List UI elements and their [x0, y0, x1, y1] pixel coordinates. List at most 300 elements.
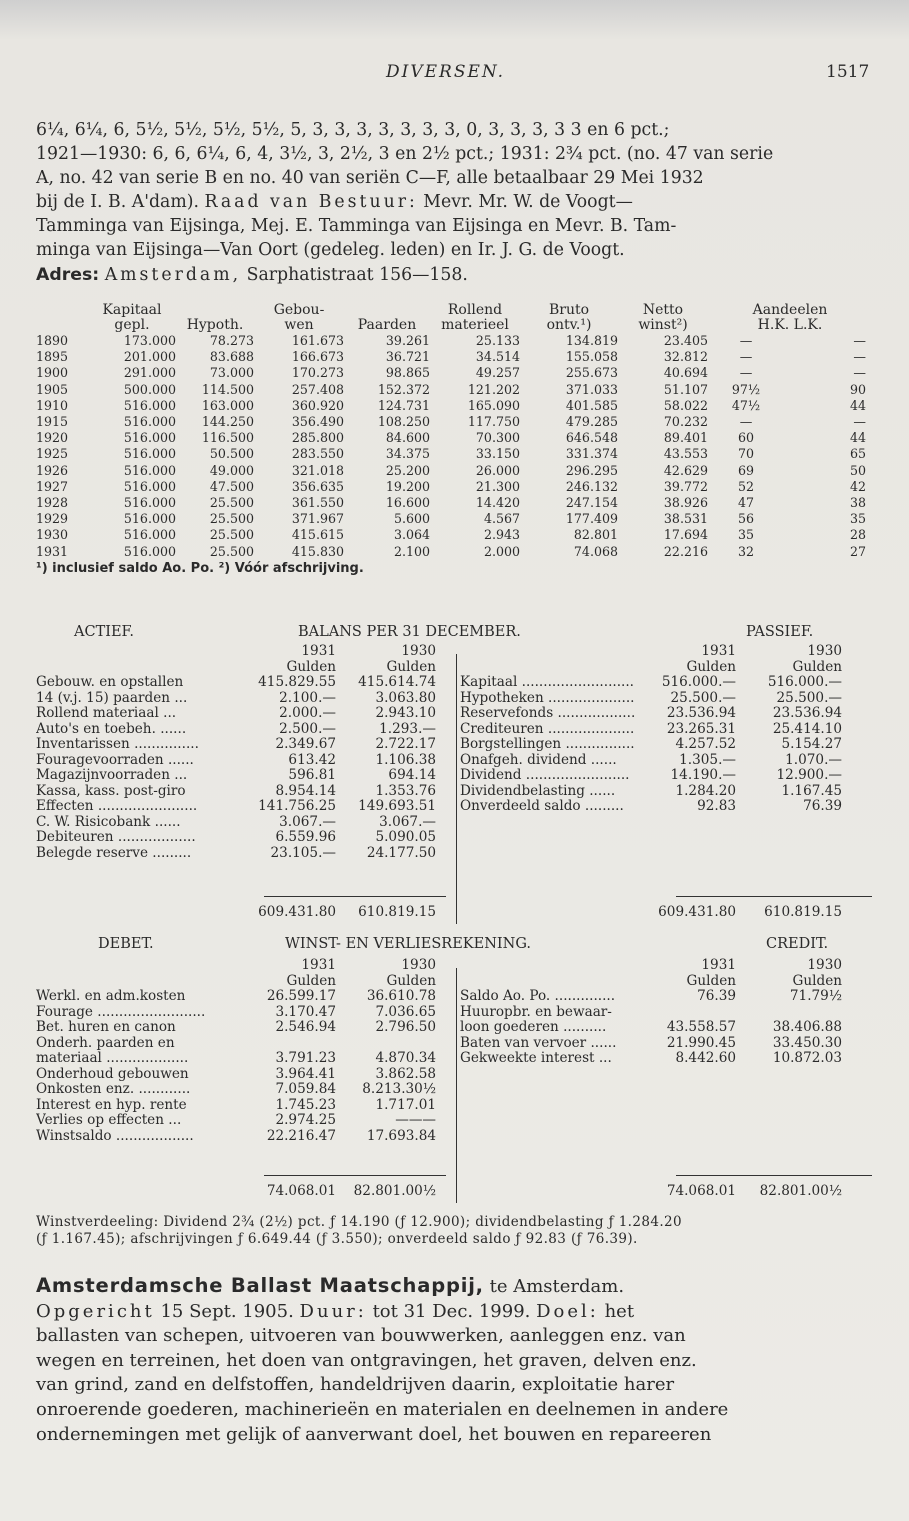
value-previous-year: 3.063.80	[375, 689, 436, 706]
table-cell: 50	[849, 462, 867, 478]
column-header: Gebou-	[273, 302, 325, 318]
row-label: Onderh. paarden en	[36, 1035, 175, 1051]
doel-value: het	[604, 1300, 635, 1322]
value-current-year: 26.599.17	[266, 988, 336, 1004]
table-cell: —	[739, 333, 753, 348]
value-current-year: 2.500.—	[279, 720, 336, 737]
row-label: Onafgeh. dividend ......	[460, 752, 617, 768]
column-header: Hypoth.	[186, 317, 244, 333]
value-current-year: 1.284.20	[675, 782, 736, 799]
value-current-year: 3.964.41	[275, 1065, 336, 1082]
table-cell: 371.967	[291, 511, 344, 527]
table-cell: 134.819	[565, 333, 618, 348]
table-cell: 247.154	[565, 495, 618, 511]
table-cell: 51.107	[663, 381, 708, 397]
table-cell: 516.000	[123, 511, 176, 527]
table-cell: 25.500	[209, 527, 254, 543]
address-line	[36, 263, 870, 287]
table-cell: 285.800	[291, 430, 344, 446]
intro-text: bij de I. B. A'dam).	[36, 192, 199, 213]
winst-title: WINST- EN VERLIESREKENING.	[285, 936, 531, 952]
value-current-year: 1.745.23	[275, 1096, 336, 1113]
table-cell: 108.250	[377, 414, 430, 430]
row-label: Onderhoud gebouwen	[36, 1066, 189, 1082]
value-current-year: 4.257.52	[675, 736, 736, 752]
table-cell: 291.000	[123, 365, 176, 381]
intro-line: 6¼, 6¼, 6, 5½, 5½, 5½, 5½, 5, 3, 3, 3, 3, 3, 3, 3, 0, 3, 3, 3, 3 3 en 6 pct.;	[36, 120, 670, 140]
value-previous-year: 36.610.78	[366, 988, 436, 1004]
column-header: Netto	[642, 302, 684, 318]
address-street: Sarphatistraat 156—158.	[246, 264, 468, 285]
column-header	[344, 303, 430, 318]
company-line: ballasten van schepen, uitvoeren van bouwwerken, aanleggen enz. van	[36, 1325, 686, 1347]
table-cell: 356.635	[291, 478, 344, 494]
total-value: 609.431.80	[258, 904, 336, 920]
total-rule	[676, 896, 872, 897]
debet-title: DEBET.	[98, 936, 154, 952]
table-cell: 166.673	[291, 349, 344, 365]
value-current-year: 613.42	[288, 751, 336, 768]
column-header: Gulden	[792, 972, 842, 989]
value-current-year: 2.100.—	[279, 689, 336, 706]
column-header: Gulden	[686, 972, 736, 989]
table-cell: 1931	[36, 543, 69, 559]
value-current-year: 2.546.94	[275, 1019, 336, 1035]
table-row	[36, 398, 872, 414]
passief-title: PASSIEF.	[746, 624, 814, 640]
value-current-year: 2.974.25	[275, 1112, 336, 1128]
balans-statement	[36, 644, 876, 924]
table-cell: 177.409	[565, 511, 618, 527]
row-label: Gebouw. en opstallen	[36, 675, 184, 690]
value-previous-year: 2.943.10	[375, 705, 436, 721]
value-current-year: 2.000.—	[279, 705, 336, 721]
winstverdeeling-line: (ƒ 1.167.45); afschrijvingen ƒ 6.649.44 (ƒ 3.550); onverdeeld saldo ƒ 92.83 (ƒ 76.39).	[36, 1231, 638, 1247]
value-previous-year: 415.614.74	[358, 674, 436, 690]
table-cell: 47½	[731, 397, 761, 413]
company-location: te Amsterdam.	[489, 1276, 625, 1297]
table-cell: 371.033	[565, 381, 618, 397]
value-previous-year: 10.872.03	[772, 1050, 842, 1066]
total-value: 82.801.00½	[353, 1183, 436, 1199]
table-cell: 73.000	[209, 365, 254, 381]
value-previous-year: 5.090.05	[375, 829, 436, 845]
value-previous-year: 4.870.34	[375, 1050, 436, 1066]
intro-line: A, no. 42 van serie B en no. 40 van seriën C—F, alle betaalbaar 29 Mei 1932	[36, 168, 704, 189]
table-cell: 34.514	[475, 349, 520, 365]
table-row	[36, 463, 872, 479]
table-cell: 1926	[36, 462, 69, 478]
table-cell: 89.401	[663, 430, 708, 446]
row-label: 14 (v.j. 15) paarden ...	[36, 690, 188, 706]
table-row	[36, 382, 872, 398]
column-header: wen	[284, 317, 314, 333]
table-cell: 173.000	[123, 333, 176, 348]
value-previous-year: 2.722.17	[375, 736, 436, 752]
table-cell: 83.688	[209, 349, 254, 365]
column-header: Paarden	[357, 317, 417, 333]
company-line: onroerende goederen, machinerieën en materialen en deelnemen in andere	[36, 1398, 729, 1420]
value-current-year: 596.81	[288, 767, 336, 783]
actief-title: ACTIEF.	[74, 624, 134, 640]
table-cell: 331.374	[565, 446, 618, 462]
table-cell: 321.018	[291, 462, 344, 478]
winstverdeeling	[36, 1214, 876, 1248]
intro-paragraph	[36, 118, 870, 287]
value-current-year: 7.059.84	[275, 1081, 336, 1097]
table-cell: 70.300	[475, 430, 520, 446]
table-cell: 415.830	[291, 543, 344, 559]
value-previous-year: 5.154.27	[781, 736, 842, 752]
table-cell: 27	[849, 543, 867, 559]
table-cell: 1929	[36, 511, 69, 527]
value-previous-year: 76.39	[803, 798, 842, 814]
row-label: Fouragevoorraden ......	[36, 752, 194, 768]
row-label: Werkl. en adm.kosten	[36, 989, 186, 1004]
table-cell: 2.000	[483, 543, 520, 559]
table-cell: 1890	[36, 333, 69, 348]
table-cell: 39.772	[663, 478, 708, 494]
value-previous-year: 23.536.94	[772, 705, 842, 721]
row-label: Effecten .......................	[36, 799, 198, 814]
column-header: Gulden	[386, 658, 436, 675]
address-label: Adres:	[36, 264, 100, 285]
table-cell: 116.500	[201, 430, 254, 446]
row-label: Dividendbelasting ......	[460, 783, 616, 799]
row-label: materiaal ...................	[36, 1051, 189, 1066]
table-cell: 500.000	[123, 381, 176, 397]
value-current-year: 14.190.—	[670, 767, 736, 783]
company-line: ondernemingen met gelijk of aanverwant doel, het bouwen en repareeren	[36, 1423, 712, 1445]
row-label: Kassa, kass. post-giro	[36, 783, 186, 799]
table-cell: 161.673	[291, 333, 344, 348]
total-value: 74.068.01	[666, 1183, 736, 1199]
row-label: Magazijnvoorraden ...	[36, 768, 188, 783]
duur-value: tot 31 Dec. 1999.	[372, 1300, 531, 1322]
table-cell: 90	[849, 381, 867, 397]
table-cell: 201.000	[123, 349, 176, 365]
column-header: 1930	[401, 643, 436, 659]
intro-text: Mevr. Mr. W. de Voogt—	[423, 192, 633, 213]
table-cell: 25.200	[385, 462, 430, 478]
table-cell: 42	[849, 478, 867, 494]
column-header: ontv.¹)	[546, 317, 592, 333]
table-cell: 35	[737, 527, 755, 543]
column-header: 1931	[701, 643, 736, 659]
table-cell: 1895	[36, 349, 69, 365]
opgericht-value: 15 Sept. 1905.	[160, 1300, 294, 1322]
table-cell: 39.261	[385, 333, 430, 348]
value-previous-year: 694.14	[388, 767, 436, 783]
value-current-year: 43.558.57	[666, 1019, 736, 1035]
table-cell: 43.553	[663, 446, 708, 462]
raad-van-bestuur-label: Raad van Bestuur:	[204, 192, 418, 213]
table-cell: 296.295	[565, 462, 618, 478]
row-label: Onverdeeld saldo .........	[460, 799, 624, 814]
table-cell: 44	[849, 397, 867, 413]
total-value: 74.068.01	[266, 1183, 336, 1199]
table-cell: 50.500	[209, 446, 254, 462]
row-label: Auto's en toebeh. ......	[36, 721, 187, 737]
value-previous-year: 1.353.76	[375, 782, 436, 799]
table-cell: —	[853, 349, 867, 365]
value-previous-year: 1.106.38	[375, 751, 436, 768]
value-previous-year: 1.293.—	[379, 720, 436, 737]
table-cell: 60	[737, 430, 755, 446]
table-cell: 28	[849, 527, 867, 543]
value-previous-year: 17.693.84	[366, 1127, 436, 1144]
table-row	[36, 511, 872, 527]
value-previous-year: 1.717.01	[375, 1096, 436, 1113]
column-header: 1930	[807, 957, 842, 973]
column-header: H.K. L.K.	[757, 317, 823, 333]
table-cell: 2.943	[483, 527, 520, 543]
table-row	[36, 527, 872, 543]
section-title: DIVERSEN.	[386, 62, 506, 82]
table-cell: 56	[737, 511, 755, 527]
column-header: Rollend	[447, 302, 503, 318]
value-previous-year: 33.450.30	[772, 1034, 842, 1051]
table-cell: 170.273	[291, 365, 344, 381]
table-row	[36, 414, 872, 430]
table-cell: 47	[737, 495, 755, 511]
table-cell: 1915	[36, 414, 69, 430]
column-header: Gulden	[386, 972, 436, 989]
value-current-year: 25.500.—	[670, 689, 736, 706]
doel-label: Doel:	[536, 1300, 599, 1322]
row-label: Gekweekte interest ...	[460, 1051, 612, 1066]
table-cell: 82.801	[573, 527, 618, 543]
table-cell: 1920	[36, 430, 69, 446]
table-cell: 19.200	[385, 478, 430, 494]
column-header: Aandeelen	[752, 302, 828, 318]
credit-title: CREDIT.	[766, 936, 829, 952]
row-label: Dividend ........................	[460, 768, 630, 783]
total-value: 609.431.80	[658, 904, 736, 920]
intro-line: minga van Eijsinga—Van Oort (gedeleg. leden) en Ir. J. G. de Voogt.	[36, 240, 625, 261]
table-cell: 3.064	[393, 527, 430, 543]
table-cell: 44	[849, 430, 867, 446]
row-label: Winstsaldo ..................	[36, 1128, 194, 1144]
intro-line: 1921—1930: 6, 6, 6¼, 6, 4, 3½, 3, 2½, 3 en 2½ pct.; 1931: 2¾ pct. (no. 47 van serie	[36, 144, 774, 165]
table-cell: 84.600	[385, 430, 430, 446]
table-cell: 1930	[36, 527, 69, 543]
table-cell: 5.600	[393, 511, 430, 527]
value-previous-year: 2.796.50	[375, 1019, 436, 1035]
value-current-year: 3.170.47	[275, 1003, 336, 1020]
row-label: Reservefonds ..................	[460, 706, 636, 721]
table-cell: 361.550	[291, 495, 344, 511]
table-cell: 42.629	[663, 462, 708, 478]
table-row	[36, 544, 872, 560]
opgericht-label: Opgericht	[36, 1300, 155, 1322]
value-current-year: 1.305.—	[679, 751, 736, 768]
table-cell: 516.000	[123, 495, 176, 511]
row-label: Verlies op effecten ...	[36, 1113, 182, 1128]
column-header: Gulden	[686, 658, 736, 675]
column-header: Gulden	[286, 972, 336, 989]
table-cell: 144.250	[201, 414, 254, 430]
value-current-year: 3.067.—	[279, 813, 336, 830]
value-previous-year: 1.167.45	[781, 782, 842, 799]
table-cell: 1910	[36, 397, 69, 413]
row-label: C. W. Risicobank ......	[36, 814, 181, 830]
table-cell: 33.150	[475, 446, 520, 462]
column-header	[36, 318, 88, 333]
value-previous-year: 149.693.51	[358, 798, 436, 814]
column-header: 1931	[701, 957, 736, 973]
history-footnote: ¹) inclusief saldo Ao. Po. ²) Vóór afschrijving.	[36, 560, 364, 576]
history-table	[36, 303, 876, 576]
total-rule	[264, 1175, 446, 1176]
table-cell: 65	[849, 446, 867, 462]
table-cell: 16.600	[385, 495, 430, 511]
table-cell: 114.500	[201, 381, 254, 397]
row-label: Huuropbr. en bewaar-	[460, 1004, 612, 1020]
value-current-year: 23.265.31	[666, 720, 736, 737]
value-previous-year: 71.79½	[789, 988, 842, 1004]
value-previous-year: 3.067.—	[379, 813, 436, 830]
total-value: 610.819.15	[764, 904, 842, 920]
table-row	[36, 430, 872, 446]
balans-title: BALANS PER 31 DECEMBER.	[298, 624, 521, 640]
table-cell: 124.731	[377, 397, 430, 413]
table-cell: 74.068	[573, 543, 618, 559]
value-current-year: 141.756.25	[258, 798, 336, 814]
table-cell: 516.000	[123, 478, 176, 494]
total-rule	[676, 1175, 872, 1176]
value-previous-year: 8.213.30½	[362, 1081, 436, 1097]
table-cell: 1905	[36, 381, 69, 397]
value-current-year: 92.83	[697, 798, 736, 814]
table-cell: 516.000	[123, 397, 176, 413]
value-current-year: 21.990.45	[666, 1034, 736, 1051]
table-cell: 516.000	[123, 527, 176, 543]
value-current-year: 2.349.67	[275, 736, 336, 752]
balans-heading	[36, 624, 876, 644]
table-cell: 32	[737, 543, 755, 559]
value-current-year: 8.442.60	[675, 1050, 736, 1066]
table-cell: 98.865	[385, 365, 430, 381]
table-row	[36, 365, 872, 381]
address-city: Amsterdam,	[104, 264, 242, 285]
row-label: loon goederen ..........	[460, 1020, 607, 1035]
table-cell: 1928	[36, 495, 69, 511]
row-label: Crediteuren ....................	[460, 721, 635, 737]
table-cell: 36.721	[385, 349, 430, 365]
company-line	[36, 1300, 870, 1325]
table-cell: —	[853, 365, 867, 381]
total-value: 610.819.15	[358, 904, 436, 920]
table-cell: 646.548	[565, 430, 618, 446]
company-name: Amsterdamsche Ballast Maatschappij,	[36, 1274, 484, 1297]
value-previous-year: 25.500.—	[776, 689, 842, 706]
table-cell: 49.000	[209, 462, 254, 478]
row-label: Rollend materiaal ...	[36, 706, 177, 721]
value-previous-year: ———	[395, 1112, 436, 1128]
column-header: 1931	[301, 643, 336, 659]
column-header: 1931	[301, 957, 336, 973]
table-cell: 255.673	[565, 365, 618, 381]
table-cell: 58.022	[663, 397, 708, 413]
table-cell: 38.926	[663, 495, 708, 511]
value-previous-year: 24.177.50	[366, 844, 436, 861]
table-cell: 4.567	[483, 511, 520, 527]
row-label: Borgstellingen ................	[460, 737, 635, 752]
table-cell: 1900	[36, 365, 69, 381]
table-cell: 35	[849, 511, 867, 527]
table-row	[36, 495, 872, 511]
value-current-year: 6.559.96	[275, 829, 336, 845]
duur-label: Duur:	[299, 1300, 367, 1322]
row-label: Baten van vervoer ......	[460, 1035, 617, 1051]
value-previous-year: 38.406.88	[772, 1019, 842, 1035]
page-number: 1517	[826, 62, 870, 82]
column-header: Bruto	[548, 302, 590, 318]
table-cell: 25.500	[209, 511, 254, 527]
table-cell: 152.372	[377, 381, 430, 397]
column-header: winst²)	[638, 317, 688, 333]
table-cell: 47.500	[209, 478, 254, 494]
table-cell: 21.300	[475, 478, 520, 494]
table-cell: 1927	[36, 478, 69, 494]
column-header: Kapitaal	[102, 302, 162, 318]
table-cell: 2.100	[393, 543, 430, 559]
total-rule	[264, 896, 446, 897]
row-label: Inventarissen ...............	[36, 737, 199, 752]
running-header	[0, 62, 909, 86]
table-cell: —	[853, 333, 867, 348]
value-current-year: 76.39	[697, 988, 736, 1004]
table-cell: 69	[737, 462, 755, 478]
table-row	[36, 333, 872, 349]
column-divider	[456, 654, 457, 924]
column-header: materieel	[441, 317, 509, 333]
row-label: Hypotheken ....................	[460, 690, 635, 706]
table-cell: 38	[849, 495, 867, 511]
table-cell: 165.090	[467, 397, 520, 413]
table-cell: 78.273	[209, 333, 254, 348]
company-line	[36, 1274, 870, 1300]
company-line: wegen en terreinen, het doen van ontgravingen, het graven, delven enz.	[36, 1349, 697, 1371]
table-cell: 246.132	[565, 478, 618, 494]
table-cell: 516.000	[123, 446, 176, 462]
table-cell: 25.133	[475, 333, 520, 348]
table-cell: 25.500	[209, 495, 254, 511]
table-cell: 516.000	[123, 414, 176, 430]
value-previous-year: 7.036.65	[375, 1003, 436, 1020]
table-cell: 38.531	[663, 511, 708, 527]
value-current-year: 22.216.47	[266, 1127, 336, 1144]
row-label: Saldo Ao. Po. ..............	[460, 989, 616, 1004]
winst-statement	[36, 958, 876, 1203]
row-label: Belegde reserve .........	[36, 845, 192, 861]
winst-heading	[36, 936, 876, 956]
table-cell: 70.232	[663, 414, 708, 430]
column-header: 1930	[401, 957, 436, 973]
table-cell: 401.585	[565, 397, 618, 413]
column-header	[36, 303, 88, 318]
table-row	[36, 446, 872, 462]
table-cell: 52	[737, 478, 755, 494]
table-cell: —	[739, 365, 753, 381]
column-header	[176, 303, 254, 318]
winstverdeeling-line: Winstverdeeling: Dividend 2¾ (2½) pct. ƒ 14.190 (ƒ 12.900); dividendbelasting ƒ 1.284.20	[36, 1214, 683, 1230]
value-previous-year: 25.414.10	[772, 720, 842, 737]
row-label: Kapitaal ..........................	[460, 675, 634, 690]
value-current-year: 3.791.23	[275, 1050, 336, 1066]
table-row	[36, 349, 872, 365]
